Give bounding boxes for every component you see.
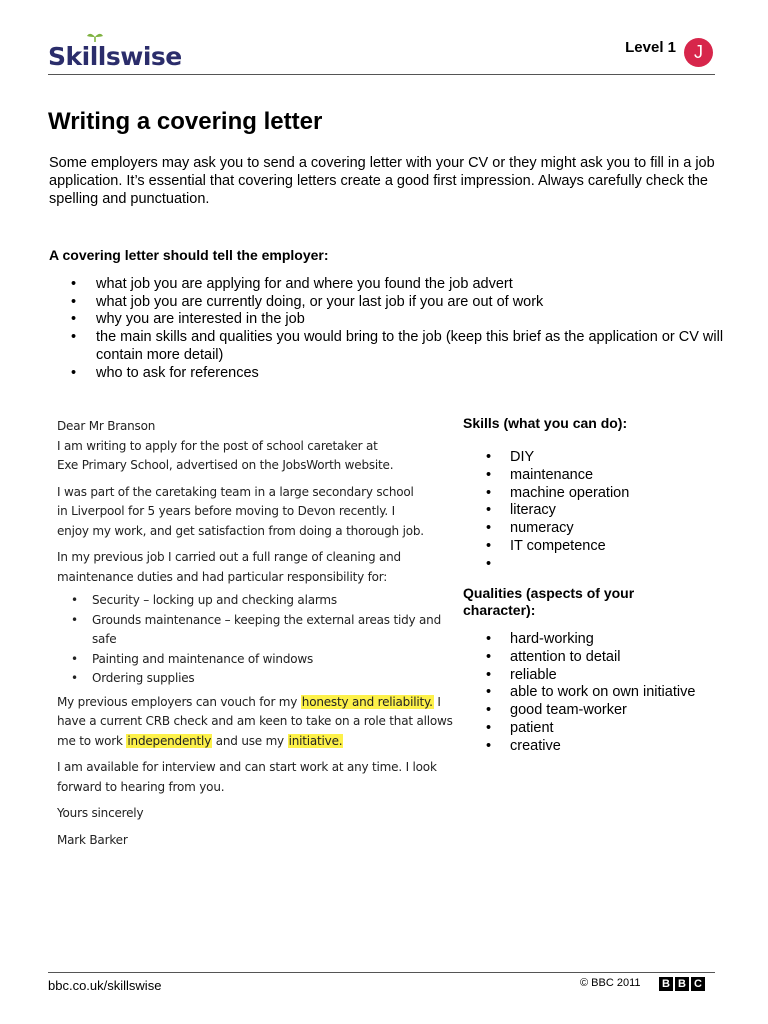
- paragraph-gap: [57, 541, 457, 548]
- list-item: • Ordering supplies: [71, 669, 457, 689]
- list-item: • Security – locking up and checking alarms: [71, 591, 457, 611]
- list-item: • numeracy: [486, 520, 746, 538]
- letter-line: I am writing to apply for the post of school caretaker at: [57, 438, 378, 453]
- skillswise-logo: [48, 40, 182, 72]
- level-label: Level 1: [625, 39, 676, 56]
- list-item: • hard-working: [486, 631, 746, 649]
- footer-divider: [48, 972, 715, 973]
- header-divider: [48, 74, 715, 75]
- list-item: • what job you are applying for and where you found the job advert: [71, 276, 731, 294]
- list-item: • literacy: [486, 502, 746, 520]
- letter-line: I was part of the caretaking team in a large secondary school: [57, 484, 414, 499]
- paragraph-gap: [57, 751, 457, 758]
- letter-line: [57, 732, 457, 752]
- employer-points-list: [71, 276, 731, 382]
- list-item: • Grounds maintenance – keeping the external areas tidy and safe: [71, 611, 457, 650]
- letter-line: in Liverpool for 5 years before moving to Devon recently. I: [57, 504, 395, 518]
- bbc-logo-block: B: [659, 977, 673, 991]
- letter-line: Exe Primary School, advertised on the JobsWorth website.: [57, 458, 394, 472]
- highlighted-text: initiative.: [288, 733, 343, 748]
- letter-text: My previous employers can vouch for my: [57, 694, 301, 709]
- list-item: • machine operation: [486, 485, 746, 503]
- list-item: • creative: [486, 738, 746, 756]
- highlighted-text: honesty and reliability.: [301, 694, 433, 709]
- list-item: • attention to detail: [486, 649, 746, 667]
- duties-list: [71, 591, 457, 689]
- letter-line: enjoy my work, and get satisfaction from doing a thorough job.: [57, 523, 424, 538]
- list-item: • Painting and maintenance of windows: [71, 650, 457, 670]
- skills-list: [486, 449, 746, 574]
- letter-text: and use my: [212, 733, 288, 748]
- footer-url: bbc.co.uk/skillswise: [48, 978, 162, 993]
- letter-closing: Yours sincerely: [57, 806, 144, 820]
- bbc-logo: [659, 977, 705, 991]
- letter-text: I: [433, 694, 441, 709]
- list-item: • patient: [486, 720, 746, 738]
- list-item: • reliable: [486, 667, 746, 685]
- list-item: • the main skills and qualities you would bring to the job (keep this brief as the application or CV will contain more detail): [71, 329, 731, 364]
- letter-line: maintenance duties and had particular responsibility for:: [57, 569, 388, 584]
- sprout-icon: [86, 32, 104, 42]
- example-letter: [57, 417, 457, 850]
- list-item: • IT competence: [486, 538, 746, 556]
- letter-line: forward to hearing from you.: [57, 779, 225, 794]
- paragraph-gap: [57, 797, 457, 804]
- footer-copyright: © BBC 2011: [580, 977, 641, 989]
- paragraph-gap: [57, 476, 457, 483]
- letter-line: I am available for interview and can start work at any time. I look: [57, 760, 437, 774]
- logo-text: Skillswise: [48, 41, 182, 71]
- list-item: • able to work on own initiative: [486, 684, 746, 702]
- list-item: • maintenance: [486, 467, 746, 485]
- bbc-logo-block: B: [675, 977, 689, 991]
- list-item: • who to ask for references: [71, 365, 731, 383]
- list-item: • what job you are currently doing, or your last job if you are out of work: [71, 294, 731, 312]
- letter-line: [57, 693, 457, 713]
- qualities-list: [486, 631, 746, 756]
- bbc-logo-block: C: [691, 977, 705, 991]
- list-item: • DIY: [486, 449, 746, 467]
- intro-paragraph: Some employers may ask you to send a covering letter with your CV or they might ask you to fill in a job application. It’s essential that covering letters create a good first impression. Always carefully check the spelling and punctuation.: [49, 155, 715, 207]
- list-item: • good team-worker: [486, 702, 746, 720]
- highlighted-text: independently: [127, 733, 212, 748]
- paragraph-gap: [57, 824, 457, 831]
- level-badge: J: [684, 38, 713, 67]
- skills-heading: Skills (what you can do):: [463, 415, 628, 431]
- letter-salutation: Dear Mr Branson: [57, 419, 156, 433]
- page-title: Writing a covering letter: [48, 108, 323, 135]
- letter-line: have a current CRB check and am keen to take on a role that allows: [57, 714, 453, 728]
- letter-line: In my previous job I carried out a full range of cleaning and: [57, 550, 401, 564]
- letter-signature: Mark Barker: [57, 832, 128, 847]
- list-item: [486, 556, 746, 574]
- qualities-heading: Qualities (aspects of your character):: [463, 585, 635, 618]
- list-item: • why you are interested in the job: [71, 311, 731, 329]
- bullets-heading: A covering letter should tell the employer:: [49, 247, 329, 263]
- letter-text: me to work: [57, 733, 127, 748]
